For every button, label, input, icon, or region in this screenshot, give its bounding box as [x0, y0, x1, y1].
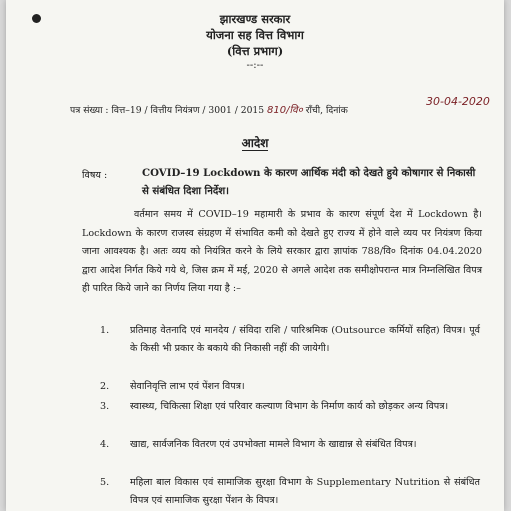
list-item-text: खाद्य, सार्वजनिक वितरण एवं उपभोक्ता मामले विभाग के खाद्यान्न से संबंधित विपत्र।: [130, 439, 417, 450]
letter-number-line: [70, 102, 348, 116]
list-item-text: प्रतिमाह वेतनादि एवं मानदेय / संविदा राशि / पारिश्रमिक (Outsource कर्मियों सहित) विपत्र। पूर्व के किसी भी प्रकार के बकाये की निकासी नहीं की जायेगी।: [130, 325, 480, 354]
letter-number-prefix: पत्र संख्या : वित्त–19 / वित्तीय नियंत्रण / 3001 / 2015: [70, 105, 265, 116]
handwritten-date: 30-04-2020: [426, 95, 490, 108]
list-item-number: 2.: [100, 381, 110, 392]
subject-label: विषय :: [82, 170, 108, 181]
division-name: (वित्त प्रभाग): [226, 44, 284, 58]
list-item-number: 3.: [100, 401, 110, 412]
list-item-number: 4.: [100, 439, 110, 450]
order-title-text: आदेश: [241, 136, 269, 150]
body-paragraph: [82, 206, 482, 299]
list-item-number: 5.: [100, 477, 110, 488]
body-paragraph-text: वर्तमान समय में COVID–19 महामारी के प्रभाव के कारण संपूर्ण देश में Lockdown है। Lockdown के कारण राजस्व संग्रहण में संभावित कमी को देखते हुए राज्य में होने वाले व्यय पर नियंत्रण किया जाना आवश्यक है। अतः व्यय को नियंत्रित करने के लिये सरकार द्वारा ज्ञापांक 788/वि० दिनांक 04.04.2020 द्वारा आदेश निर्गत किये गये थे, जिस क्रम में मई, 2020 से अगले आदेश तक समीक्षोपरान्त मात्र निम्नलिखित विपत्र ही पारित किये जाने का निर्णय लिया गया है :–: [82, 209, 482, 295]
place-date-label: राँची, दिनांक: [305, 105, 348, 116]
order-title: [6, 134, 504, 151]
handwritten-letter-number: 810/वि०: [267, 105, 303, 116]
header-divider: --:--: [246, 60, 264, 71]
list-item-text: सेवानिवृत्ति लाभ एवं पेंशन विपत्र।: [130, 381, 245, 392]
subject-text: COVID–19 Lockdown के कारण आर्थिक मंदी को देखते हुये कोषागार से निकासी से संबंधित दिशा निर्देश।: [142, 167, 476, 197]
document-page: [6, 0, 504, 511]
govt-name: झारखण्ड सरकार: [219, 12, 291, 26]
list-item-number: 1.: [100, 325, 110, 336]
list-item-text: स्वास्थ्य, चिकित्सा शिक्षा एवं परिवार कल्याण विभाग के निर्माण कार्य को छोड़कर अन्य विपत्र।: [130, 401, 449, 412]
department-name: योजना सह वित्त विभाग: [206, 28, 304, 42]
list-item-text: महिला बाल विकास एवं सामाजिक सुरक्षा विभाग के Supplementary Nutrition से संबंधित विपत्र एवं सामाजिक सुरक्षा पेंशन के विपत्र।: [130, 477, 480, 506]
